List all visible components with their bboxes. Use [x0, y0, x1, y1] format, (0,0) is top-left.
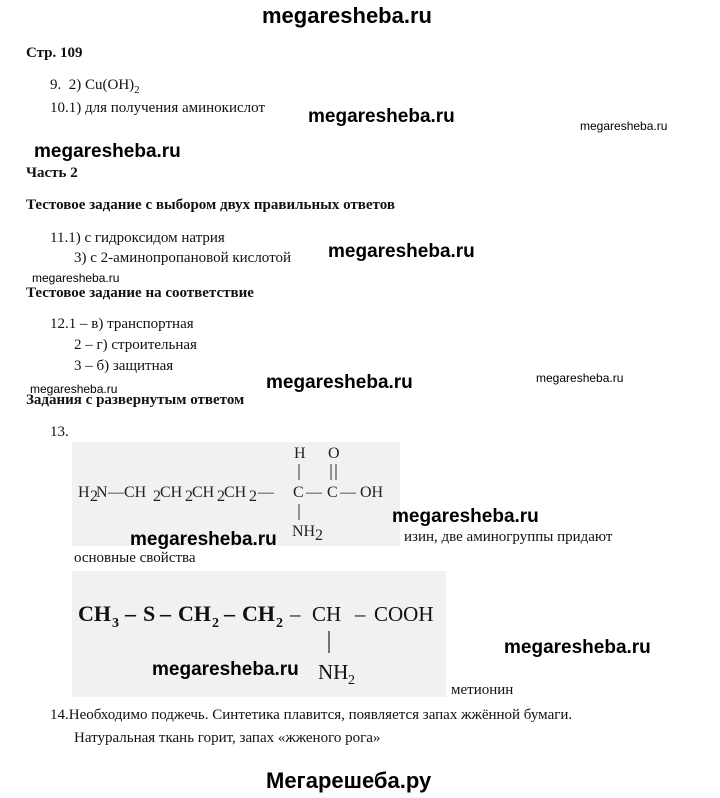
watermark: megaresheba.ru — [266, 372, 413, 393]
section-heading: Тестовое задание с выбором двух правильных ответов — [26, 197, 395, 213]
atom-label: O — [328, 445, 340, 462]
watermark: megaresheba.ru — [308, 106, 455, 127]
group-label: CH — [160, 484, 183, 501]
group-label: NH — [318, 660, 349, 684]
bond: — — [340, 484, 356, 501]
watermark: megaresheba.ru — [536, 371, 624, 385]
answer-number: 10. — [50, 100, 69, 116]
atom-label: H — [294, 445, 306, 462]
group-label: CH — [224, 484, 247, 501]
atom-label: H — [78, 484, 90, 501]
group-label: CH — [312, 602, 342, 626]
bond: – — [290, 602, 301, 626]
watermark: megaresheba.ru — [328, 241, 475, 262]
answer-11 — [50, 230, 225, 247]
answer-text: 1) с гидроксидом натрия — [68, 230, 225, 246]
subscript: 2 — [185, 488, 193, 505]
subscript: 2 — [276, 616, 283, 631]
subscript: 2 — [217, 488, 225, 505]
answer-number: 13. — [50, 424, 69, 440]
subscript: 2 — [90, 488, 98, 505]
watermark: megaresheba.ru — [30, 382, 118, 396]
answer-number: 14. — [50, 707, 69, 723]
group-label: CH — [192, 484, 215, 501]
group-label: OH — [360, 484, 384, 501]
subscript: 2 — [212, 616, 219, 631]
watermark: megaresheba.ru — [34, 141, 181, 162]
watermark: megaresheba.ru — [392, 506, 539, 527]
atom-label: C — [327, 484, 338, 501]
answer-number: 11. — [50, 230, 69, 246]
part-heading: Часть 2 — [26, 165, 78, 181]
answer-10 — [50, 100, 265, 117]
answer-9 — [50, 77, 140, 96]
watermark-bottom: Мегарешеба.ру — [266, 768, 432, 793]
answer-12-line3: 3 – б) защитная — [74, 358, 174, 374]
group-label: NH — [292, 523, 316, 540]
subscript: 2 — [134, 84, 140, 96]
subscript: 2 — [315, 527, 323, 544]
answer-number: 12. — [50, 316, 69, 332]
atom-label: N — [96, 484, 108, 501]
answer-14 — [50, 707, 572, 724]
section-heading: Тестовое задание на соответствие — [26, 285, 254, 301]
group-label: —CH — [108, 484, 147, 501]
bond: – — [224, 601, 235, 626]
watermark: megaresheba.ru — [580, 119, 668, 133]
answer-12 — [50, 316, 194, 333]
atom-label: C — [293, 484, 304, 501]
group-label: CH — [178, 601, 211, 626]
answer-12-line2: 2 – г) строительная — [74, 337, 197, 353]
caption-lysine-line2: основные свойства — [74, 550, 196, 566]
group-label: CH — [242, 601, 275, 626]
bond: – — [125, 601, 136, 626]
section-heading: Задания с развернутым ответом — [26, 392, 245, 408]
answer-14-line2: Натуральная ткань горит, запах «жженого рога» — [74, 730, 381, 746]
subscript: 3 — [112, 616, 119, 631]
answer-text: Необходимо поджечь. Синтетика плавится, появляется запах жжённой бумаги. — [68, 707, 573, 723]
watermark: megaresheba.ru — [32, 271, 120, 285]
bond: – — [160, 601, 171, 626]
subscript: 2 — [249, 488, 257, 505]
answer-text: 1 – в) транспортная — [68, 316, 194, 332]
subscript: 2 — [153, 488, 161, 505]
atom-label: S — [143, 601, 156, 626]
watermark: megaresheba.ru — [504, 637, 651, 658]
caption-lysine: изин, две аминогруппы придают — [404, 529, 613, 545]
subscript: 2 — [348, 673, 355, 688]
caption-methionine: метионин — [451, 682, 514, 698]
bond: – — [355, 602, 366, 626]
watermark-top: megaresheba.ru — [262, 3, 432, 28]
answer-text: 1) для получения аминокислот — [68, 100, 266, 116]
watermark: megaresheba.ru — [152, 659, 299, 680]
page-number-heading: Стр. 109 — [26, 45, 83, 61]
bond: — — [258, 484, 274, 501]
group-label: COOH — [374, 602, 434, 626]
bond: — — [306, 484, 322, 501]
group-label: CH — [78, 601, 111, 626]
answer-11-line2: 3) с 2-аминопропановой кислотой — [74, 250, 291, 266]
answer-text: 2) Cu(OH) — [68, 77, 135, 93]
watermark: megaresheba.ru — [130, 529, 277, 550]
answer-number: 9. — [50, 77, 62, 93]
